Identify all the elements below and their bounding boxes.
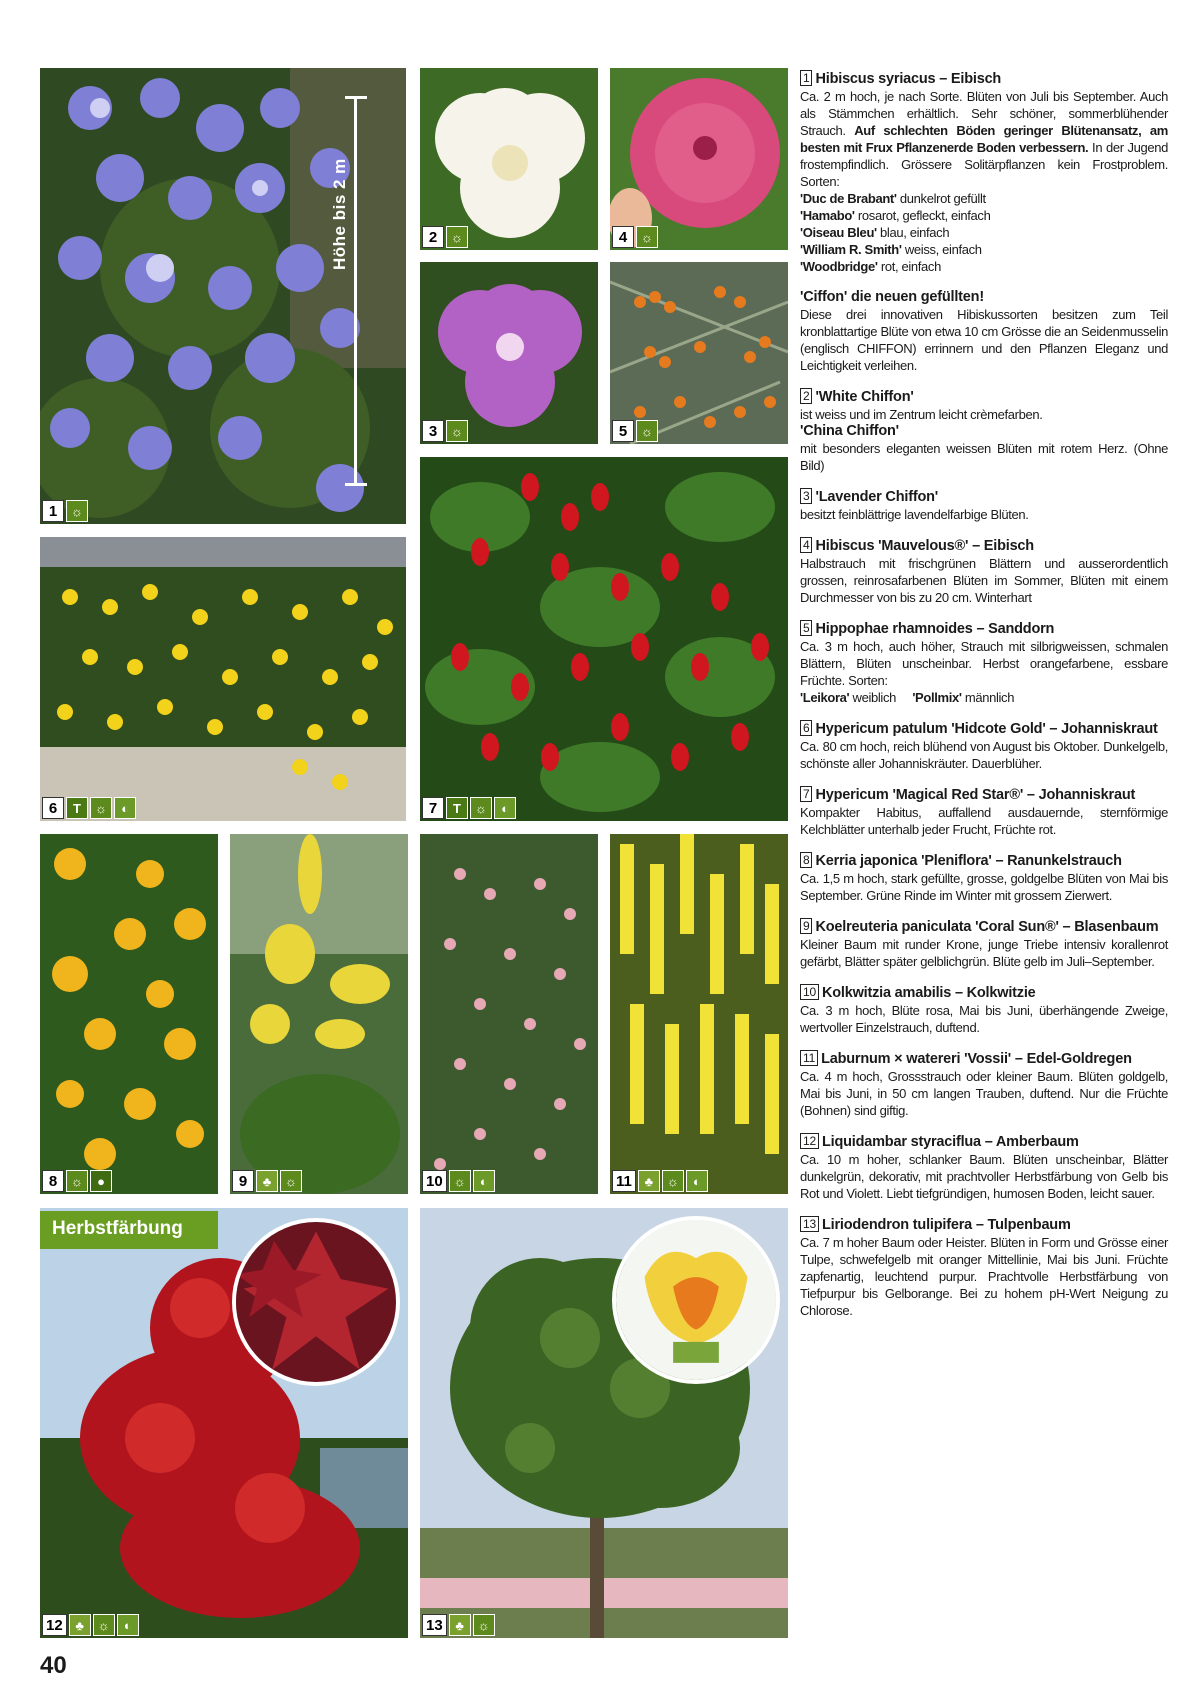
entry-title: 9 Koelreuteria paniculata 'Coral Sun®' – Blasenbaum: [800, 918, 1168, 936]
entry-number: 1: [800, 70, 812, 86]
page-number: 40: [40, 1652, 67, 1679]
half-shade-icon: ◐: [686, 1170, 708, 1192]
photo-tags: [422, 420, 468, 442]
photo-tags: [42, 797, 136, 819]
entry-10: [800, 984, 1168, 1036]
entry-text: Ca. 2 m hoch, je nach Sorte. Blüten von Juli bis September. Auch als Stämmchen erhältlich. Sehr schöner, sommerblühender Strauch. Auf schlechten Böden geringer Blütenansatz, am besten mit Frux Pflanzenerde Boden verbessern. In der Jugend frostempfindlich. Grössere Solitärpflanzen kein Frostproblem. Sorten:: [800, 89, 1168, 189]
photo-hypericum-hidcote: [40, 537, 406, 821]
photo-tags: [612, 1170, 708, 1192]
inset-liquidambar-leaves: [232, 1218, 400, 1386]
photo-number: 6: [42, 797, 64, 819]
shade-icon: ●: [90, 1170, 112, 1192]
entry-title: 7 Hypericum 'Magical Red Star®' – Johanniskraut: [800, 786, 1168, 804]
entry-title: 2 'White Chiffon': [800, 388, 1168, 406]
entry-2: [800, 388, 1168, 474]
sun-icon: ☼: [449, 1170, 471, 1192]
photo-lavender-chiffon: [420, 262, 598, 444]
sun-icon: ☼: [470, 797, 492, 819]
entry-text: Ca. 80 cm hoch, reich blühend von August bis Oktober. Dunkelgelb, schönste aller Johanniskräuter. Dauerblüher.: [800, 739, 1168, 771]
photo-kolkwitzia: [420, 834, 598, 1194]
variety-list: 'Duc de Brabant' dunkelrot gefüllt 'Hamabo' rosarot, gefleckt, einfach 'Oiseau Bleu' blau, einfach 'William R. Smith' weiss, einfach 'Woodbridge' rot, einfach: [800, 191, 991, 274]
entry-3: [800, 488, 1168, 523]
sun-icon: ☼: [93, 1614, 115, 1636]
photo-number: 9: [232, 1170, 254, 1192]
entry-ciffon: [800, 289, 1168, 374]
sun-icon: ☼: [473, 1614, 495, 1636]
photo-tags: [42, 1614, 139, 1636]
sun-icon: ☼: [66, 1170, 88, 1192]
entry-text: Halbstrauch mit frischgrünen Blättern und ausserordentlich grossen, reinrosafarbenen Blüten im Sommer, Blüten mit einem Durchmesser von bis zu 20 cm. Winterhart: [800, 556, 1168, 605]
half-shade-icon: ◐: [114, 797, 136, 819]
entry-title: 4 Hibiscus 'Mauvelous®' – Eibisch: [800, 537, 1168, 555]
autumn-color-label: Herbstfärbung: [40, 1211, 218, 1249]
entry-1: [800, 70, 1168, 275]
sun-icon: ☼: [446, 226, 468, 248]
entry-8: [800, 852, 1168, 904]
entry-11: [800, 1050, 1168, 1119]
photo-number: 4: [612, 226, 634, 248]
photo-number: 3: [422, 420, 444, 442]
half-shade-icon: ◐: [117, 1614, 139, 1636]
entry-title: 'Ciffon' die neuen gefüllten!: [800, 289, 984, 305]
sun-icon: ☼: [280, 1170, 302, 1192]
height-label: Höhe bis 2 m: [330, 158, 349, 270]
t-icon: T: [66, 797, 88, 819]
sun-icon: ☼: [662, 1170, 684, 1192]
entry-7: [800, 786, 1168, 838]
entry-text: Diese drei innovativen Hibiskussorten besitzen zum Teil kronblattartige Blüte von etwa 10 cm Grösse die an Seidenmusselin (englisch CHIFFON) errinnern und den Pflanzen Eleganz und Leichtigkeit verleihen.: [800, 307, 1168, 373]
inset-tulip-tree-flower: [612, 1216, 780, 1384]
entry-title: 10 Kolkwitzia amabilis – Kolkwitzie: [800, 984, 1168, 1002]
photo-number: 12: [42, 1614, 67, 1636]
photo-number: 5: [612, 420, 634, 442]
entry-text: Ca. 3 m hoch, auch höher, Strauch mit silbrigweissen, schmalen Blättern, Blüten unscheinbar. Herbst orangefarbene, essbare Früchte. Sorten:: [800, 639, 1168, 688]
entry-text: Kompakter Habitus, auffallend ausdauernde, sternförmige Kelchblätter unterhalb jeder Frucht, Früchte rot.: [800, 805, 1168, 837]
photo-kerria-japonica: [40, 834, 218, 1194]
photo-number: 13: [422, 1614, 447, 1636]
entry-title: 13 Liriodendron tulipifera – Tulpenbaum: [800, 1216, 1168, 1234]
photo-number: 10: [422, 1170, 447, 1192]
photo-white-chiffon: [420, 68, 598, 250]
sun-icon: ☼: [66, 500, 88, 522]
photo-hypericum-magical-red-star: [420, 457, 788, 821]
entry-text: ist weiss und im Zentrum leicht crèmefarben.: [800, 407, 1043, 422]
description-column: [800, 70, 1168, 1333]
variety-list: 'Leikora' weiblich 'Pollmix' männlich: [800, 690, 1015, 705]
entry-13: [800, 1216, 1168, 1319]
entry-title: 11 Laburnum × watereri 'Vossii' – Edel-Goldregen: [800, 1050, 1168, 1068]
photo-number: 2: [422, 226, 444, 248]
entry-text: Ca. 1,5 m hoch, stark gefüllte, grosse, goldgelbe Blüten von Mai bis September. Grüne Rinde im Winter mit grossem Zierwert.: [800, 871, 1168, 903]
entry-title: 8 Kerria japonica 'Pleniflora' – Ranunkelstrauch: [800, 852, 1168, 870]
photo-number: 8: [42, 1170, 64, 1192]
entry-text: mit besonders eleganten weissen Blüten mit rotem Herz. (Ohne Bild): [800, 441, 1168, 473]
entry-text: Kleiner Baum mit runder Krone, junge Triebe intensiv korallenrot gefärbt, Blätter später gelblichgrün. Blüte gelb im Juli–September.: [800, 937, 1168, 969]
half-shade-icon: ◐: [473, 1170, 495, 1192]
sun-icon: ☼: [636, 226, 658, 248]
entry-text: Ca. 4 m hoch, Grossstrauch oder kleiner Baum. Blüten goldgelb, Mai bis Juni, in 50 cm langen Trauben, duftend. Nur die Früchte (Bohnen) sind giftig.: [800, 1069, 1168, 1118]
entry-title: 3 'Lavender Chiffon': [800, 488, 1168, 506]
entry-9: [800, 918, 1168, 970]
sun-icon: ☼: [90, 797, 112, 819]
t-icon: T: [446, 797, 468, 819]
entry-title: 5 Hippophae rhamnoides – Sanddorn: [800, 620, 1168, 638]
tree-icon: ♣: [638, 1170, 660, 1192]
photo-tags: [42, 500, 88, 522]
entry-text: Ca. 3 m hoch, Blüte rosa, Mai bis Juni, überhängende Zweige, wertvoller Einzelstrauch, duftend.: [800, 1003, 1168, 1035]
photo-tags: [42, 1170, 112, 1192]
photo-tags: [422, 797, 516, 819]
sun-icon: ☼: [636, 420, 658, 442]
half-shade-icon: ◐: [494, 797, 516, 819]
photo-tags: [612, 420, 658, 442]
photo-tags: [422, 1170, 495, 1192]
tree-icon: ♣: [69, 1614, 91, 1636]
height-marker: [354, 96, 362, 486]
tree-icon: ♣: [256, 1170, 278, 1192]
photo-number: 1: [42, 500, 64, 522]
entry-4: [800, 537, 1168, 606]
photo-tags: [612, 226, 658, 248]
photo-hippophae-sanddorn: [610, 262, 788, 444]
entry-6: [800, 720, 1168, 772]
photo-laburnum: [610, 834, 788, 1194]
photo-koelreuteria: [230, 834, 408, 1194]
photo-number: 11: [612, 1170, 636, 1192]
entry-subtitle: 'China Chiffon': [800, 423, 899, 439]
entry-text: besitzt feinblättrige lavendelfarbige Blüten.: [800, 507, 1029, 522]
entry-text: Ca. 7 m hoher Baum oder Heister. Blüten in Form und Grösse einer Tulpe, schwefelgelb mit oranger Mittellinie, Mai bis Juni. Früchte zapfenartig, leuchtend purpur. Prachtvolle Herbstfärbung von Tiefpurpur bis Gelborange. Bei zu hohem pH-Wert Neigung zu Chlorose.: [800, 1235, 1168, 1318]
entry-title: 1 Hibiscus syriacus – Eibisch: [800, 70, 1168, 88]
entry-title: 6 Hypericum patulum 'Hidcote Gold' – Johanniskraut: [800, 720, 1168, 738]
entry-5: [800, 620, 1168, 706]
tree-icon: ♣: [449, 1614, 471, 1636]
photo-hibiscus-mauvelous: [610, 68, 788, 250]
photo-number: 7: [422, 797, 444, 819]
entry-text: Ca. 10 m hoher, schlanker Baum. Blüten unscheinbar, Blätter dunkelgrün, dekorativ, mit prachtvoller Herbstfärbung von Gelb bis Rot und Violett. Liebt tiefgründigen, humosen Boden, leicht sauer.: [800, 1152, 1168, 1201]
photo-tags: [422, 226, 468, 248]
photo-hibiscus-syriacus: [40, 68, 406, 524]
sun-icon: ☼: [446, 420, 468, 442]
photo-tags: [422, 1614, 495, 1636]
entry-title: 12 Liquidambar styraciflua – Amberbaum: [800, 1133, 1168, 1151]
entry-12: [800, 1133, 1168, 1202]
photo-tags: [232, 1170, 302, 1192]
